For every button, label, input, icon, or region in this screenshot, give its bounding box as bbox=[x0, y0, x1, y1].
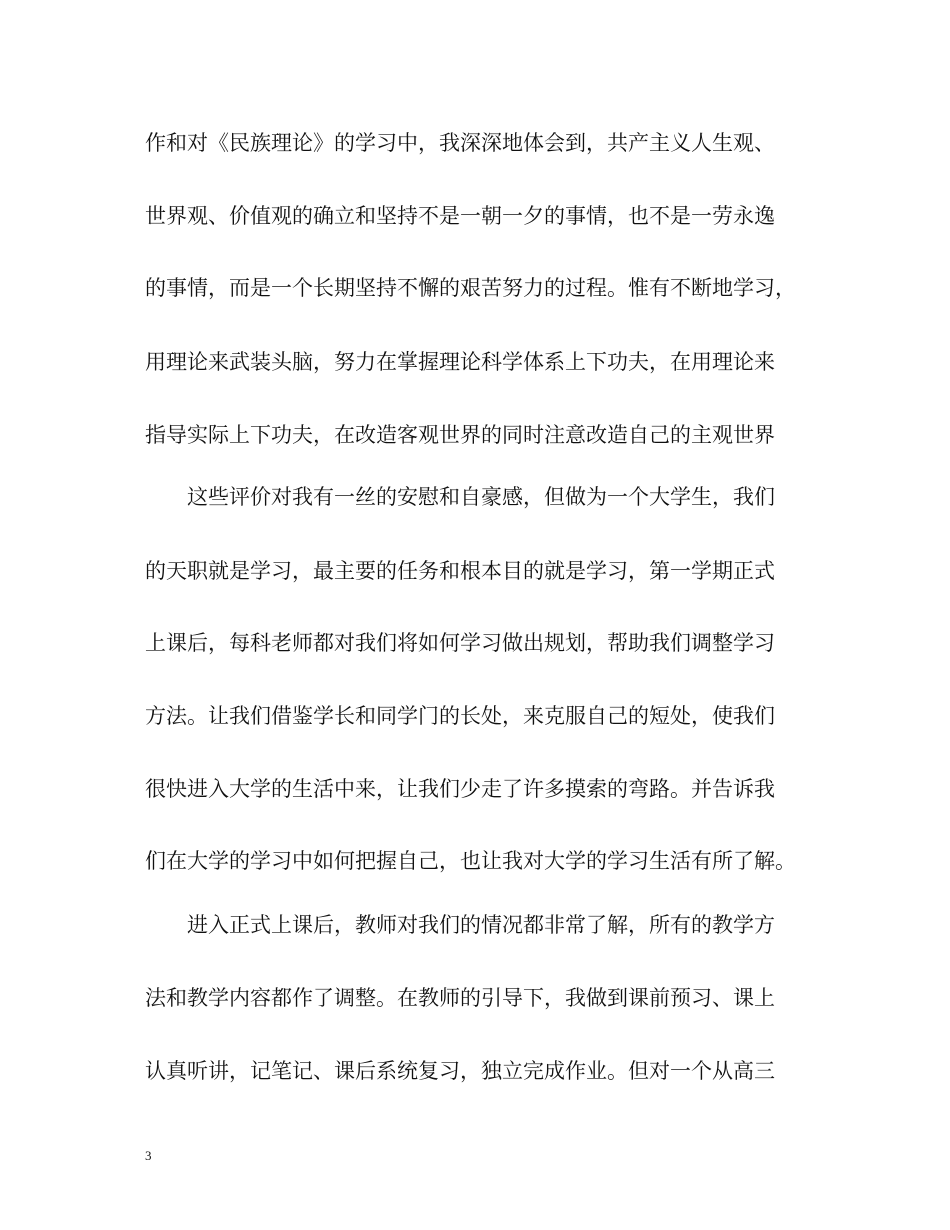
text-line: 的天职就是学习，最主要的任务和根本目的就是学习，第一学期正式 bbox=[145, 559, 775, 583]
text-line: 法和教学内容都作了调整。在教师的引导下，我做到课前预习、课上 bbox=[145, 986, 775, 1010]
text-line: 指导实际上下功夫，在改造客观世界的同时注意改造自己的主观世界 bbox=[145, 423, 775, 447]
paragraph-first-line: 进入正式上课后，教师对我们的情况都非常了解，所有的教学方 bbox=[187, 913, 775, 937]
text-line: 用理论来武装头脑，努力在掌握理论科学体系上下功夫，在用理论来 bbox=[145, 350, 775, 374]
paragraph-first-line: 这些评价对我有一丝的安慰和自豪感，但做为一个大学生，我们 bbox=[187, 485, 775, 509]
text-line: 世界观、价值观的确立和坚持不是一朝一夕的事情，也不是一劳永逸 bbox=[145, 204, 775, 228]
text-line: 方法。让我们借鉴学长和同学门的长处，来克服自己的短处，使我们 bbox=[145, 704, 775, 728]
text-line: 作和对《民族理论》的学习中，我深深地体会到，共产主义人生观、 bbox=[145, 131, 775, 155]
text-line: 的事情，而是一个长期坚持不懈的艰苦努力的过程。惟有不断地学习， bbox=[145, 276, 796, 300]
text-line: 们在大学的学习中如何把握自己，也让我对大学的学习生活有所了解。 bbox=[145, 849, 796, 873]
page-number: 3 bbox=[145, 1148, 152, 1163]
text-line: 认真听讲，记笔记、课后系统复习，独立完成作业。但对一个从高三 bbox=[145, 1059, 775, 1083]
text-line: 很快进入大学的生活中来，让我们少走了许多摸索的弯路。并告诉我 bbox=[145, 777, 775, 801]
text-line: 上课后，每科老师都对我们将如何学习做出规划，帮助我们调整学习 bbox=[145, 631, 775, 655]
